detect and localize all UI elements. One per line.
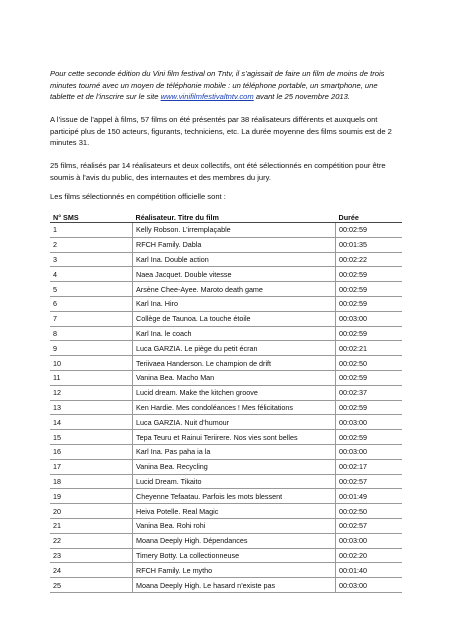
duration-cell: 00:03:00 bbox=[336, 311, 403, 326]
sms-number-cell: 3 bbox=[50, 252, 133, 267]
duration-cell: 00:01:40 bbox=[336, 563, 403, 578]
film-cell: RFCH Family. Le mytho bbox=[133, 563, 336, 578]
duration-cell: 00:03:00 bbox=[336, 578, 403, 593]
duration-cell: 00:02:57 bbox=[336, 518, 403, 533]
films-table bbox=[50, 209, 402, 593]
film-cell: Timery Botty. La collectionneuse bbox=[133, 548, 336, 563]
sms-number-cell: 2 bbox=[50, 237, 133, 252]
sms-number-cell: 12 bbox=[50, 385, 133, 400]
film-cell: Moana Deeply High. Le hasard n’existe pas bbox=[133, 578, 336, 593]
duration-cell: 00:02:59 bbox=[336, 267, 403, 282]
duration-cell: 00:01:35 bbox=[336, 237, 403, 252]
table-row bbox=[50, 518, 402, 533]
table-row bbox=[50, 430, 402, 445]
film-cell: Collège de Taunoa. La touche étoile bbox=[133, 311, 336, 326]
table-row bbox=[50, 385, 402, 400]
film-cell: Teriivaea Handerson. Le champion de drift bbox=[133, 356, 336, 371]
film-cell: Arsène Chee-Ayee. Maroto death game bbox=[133, 282, 336, 297]
film-cell: Luca GARZIA. Le piège du petit écran bbox=[133, 341, 336, 356]
sms-number-cell: 18 bbox=[50, 474, 133, 489]
sms-number-cell: 23 bbox=[50, 548, 133, 563]
film-cell: Karl Ina. Pas paha ia la bbox=[133, 444, 336, 459]
table-row bbox=[50, 370, 402, 385]
table-row bbox=[50, 474, 402, 489]
duration-cell: 00:02:21 bbox=[336, 341, 403, 356]
sms-number-cell: 16 bbox=[50, 444, 133, 459]
film-cell: Moana Deeply High. Dépendances bbox=[133, 533, 336, 548]
duration-cell: 00:02:59 bbox=[336, 282, 403, 297]
duration-cell: 00:02:22 bbox=[336, 252, 403, 267]
sms-number-cell: 8 bbox=[50, 326, 133, 341]
sms-number-cell: 6 bbox=[50, 296, 133, 311]
film-cell: Lucid dream. Make the kitchen groove bbox=[133, 385, 336, 400]
film-cell: Tepa Teuru et Rainui Teriirere. Nos vies sont belles bbox=[133, 430, 336, 445]
table-row bbox=[50, 459, 402, 474]
sms-number-cell: 17 bbox=[50, 459, 133, 474]
film-cell: Naea Jacquet. Double vitesse bbox=[133, 267, 336, 282]
header-director-title: Réalisateur. Titre du film bbox=[133, 209, 336, 223]
film-cell: Luca GARZIA. Nuit d’humour bbox=[133, 415, 336, 430]
sms-number-cell: 5 bbox=[50, 282, 133, 297]
film-cell: Heiva Potelle. Real Magic bbox=[133, 504, 336, 519]
table-row bbox=[50, 504, 402, 519]
table-row bbox=[50, 282, 402, 297]
table-header-row bbox=[50, 209, 402, 223]
table-row bbox=[50, 326, 402, 341]
table-row bbox=[50, 267, 402, 282]
table-row bbox=[50, 237, 402, 252]
table-row bbox=[50, 548, 402, 563]
table-row bbox=[50, 533, 402, 548]
sms-number-cell: 15 bbox=[50, 430, 133, 445]
duration-cell: 00:02:20 bbox=[336, 548, 403, 563]
sms-number-cell: 11 bbox=[50, 370, 133, 385]
duration-cell: 00:02:57 bbox=[336, 474, 403, 489]
duration-cell: 00:02:59 bbox=[336, 400, 403, 415]
selection-paragraph: 25 films, réalisés par 14 réalisateurs et deux collectifs, ont été sélectionnés en compétition pour être soumis à l’avis du public, des internautes et des membres du jury. bbox=[50, 161, 386, 182]
festival-link[interactable]: www.vinifilmfestivaltntv.com bbox=[160, 92, 254, 102]
sms-number-cell: 22 bbox=[50, 533, 133, 548]
duration-cell: 00:02:59 bbox=[336, 326, 403, 341]
duration-cell: 00:01:49 bbox=[336, 489, 403, 504]
table-row bbox=[50, 296, 402, 311]
duration-cell: 00:02:59 bbox=[336, 430, 403, 445]
duration-cell: 00:02:37 bbox=[336, 385, 403, 400]
sms-number-cell: 4 bbox=[50, 267, 133, 282]
duration-cell: 00:02:50 bbox=[336, 504, 403, 519]
sms-number-cell: 20 bbox=[50, 504, 133, 519]
intro-paragraph bbox=[50, 68, 402, 103]
duration-cell: 00:02:59 bbox=[336, 223, 403, 238]
film-cell: Kelly Robson. L’irremplaçable bbox=[133, 223, 336, 238]
table-row bbox=[50, 311, 402, 326]
duration-cell: 00:02:50 bbox=[336, 356, 403, 371]
table-row bbox=[50, 400, 402, 415]
sms-number-cell: 7 bbox=[50, 311, 133, 326]
sms-number-cell: 24 bbox=[50, 563, 133, 578]
film-cell: Karl Ina. Double action bbox=[133, 252, 336, 267]
table-row bbox=[50, 578, 402, 593]
film-cell: RFCH Family. Dabla bbox=[133, 237, 336, 252]
film-cell: Vanina Bea. Recycling bbox=[133, 459, 336, 474]
sms-number-cell: 13 bbox=[50, 400, 133, 415]
header-sms-number: N° SMS bbox=[50, 209, 133, 223]
header-duration: Durée bbox=[336, 209, 403, 223]
table-row bbox=[50, 563, 402, 578]
duration-cell: 00:02:59 bbox=[336, 370, 403, 385]
table-row bbox=[50, 489, 402, 504]
sms-number-cell: 14 bbox=[50, 415, 133, 430]
sms-number-cell: 1 bbox=[50, 223, 133, 238]
sms-number-cell: 9 bbox=[50, 341, 133, 356]
intro-text-start: Pour cette seconde édition du Vini film festival on Tntv, il s’agissait de faire un film de moins de trois minutes tourné avec un moyen de téléphonie mobile : un téléphone portable, un smartphone, une tablette et de l’inscrire sur le site bbox=[50, 69, 385, 102]
film-cell: Vanina Bea. Macho Man bbox=[133, 370, 336, 385]
sms-number-cell: 10 bbox=[50, 356, 133, 371]
duration-cell: 00:02:59 bbox=[336, 296, 403, 311]
table-row bbox=[50, 341, 402, 356]
film-cell: Vanina Bea. Rohi rohi bbox=[133, 518, 336, 533]
sms-number-cell: 21 bbox=[50, 518, 133, 533]
duration-cell: 00:03:00 bbox=[336, 415, 403, 430]
films-table-body bbox=[50, 223, 402, 593]
film-cell: Lucid Dream. Tikaito bbox=[133, 474, 336, 489]
table-row bbox=[50, 444, 402, 459]
film-cell: Karl Ina. le coach bbox=[133, 326, 336, 341]
duration-cell: 00:02:17 bbox=[336, 459, 403, 474]
film-cell: Cheyenne Tefaatau. Parfois les mots blessent bbox=[133, 489, 336, 504]
intro-text-end: avant le 25 novembre 2013. bbox=[253, 92, 350, 102]
selection-intro: Les films sélectionnés en compétition officielle sont : bbox=[50, 192, 226, 201]
table-row bbox=[50, 223, 402, 238]
results-paragraph: A l’issue de l’appel à films, 57 films on été présentés par 38 réalisateurs différents et auxquels ont participé plus de 150 acteurs, figurants, techniciens, etc. La durée moyenne des films soumis est de 2 minutes 31. bbox=[50, 115, 392, 148]
film-cell: Ken Hardie. Mes condoléances ! Mes félicitations bbox=[133, 400, 336, 415]
table-row bbox=[50, 356, 402, 371]
sms-number-cell: 19 bbox=[50, 489, 133, 504]
duration-cell: 00:03:00 bbox=[336, 533, 403, 548]
table-row bbox=[50, 252, 402, 267]
sms-number-cell: 25 bbox=[50, 578, 133, 593]
table-row bbox=[50, 415, 402, 430]
film-cell: Karl Ina. Hiro bbox=[133, 296, 336, 311]
duration-cell: 00:03:00 bbox=[336, 444, 403, 459]
